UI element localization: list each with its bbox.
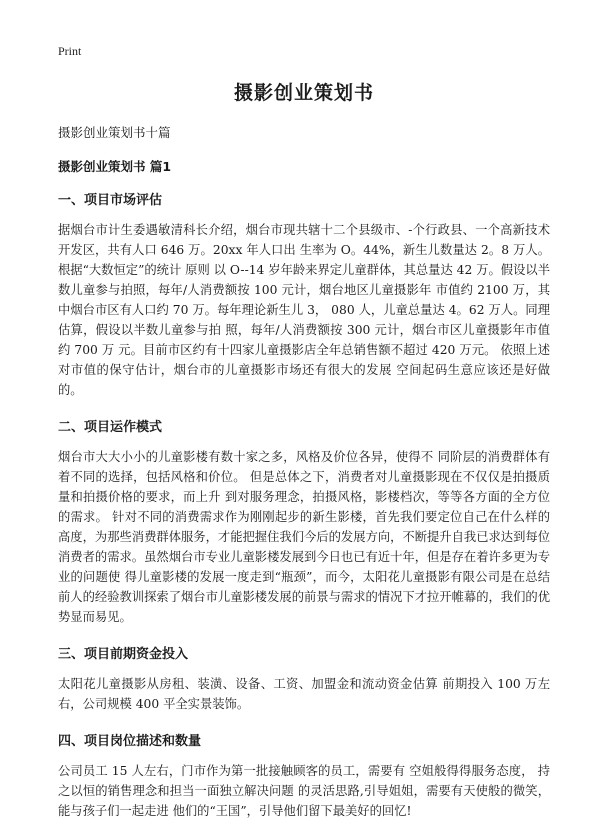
section-body-positions: 公司员工 15 人左右，门市作为第一批接触顾客的员工，需要有 空姐般得得服务态度， 持之以恒的销售理念和担当一面独立解决问题 的灵活思路,引导姐姐，需要有天使般的微笑，能与孩子们一起走进 他们的“王国”，引导他们留下最美好的回忆! [58,764,550,818]
section-heading-market: 一、项目市场评估 [58,193,163,208]
print-link[interactable]: Print [58,44,82,58]
document-subtitle: 摄影创业策划书十篇 [58,125,171,140]
section-heading-positions: 四、项目岗位描述和数量 [58,734,202,749]
section-body-funding: 太阳花儿童摄影从房租、装潢、设备、工资、加盟金和流动资金估算 前期投入 100 万左右，公司规模 400 平全实景装饰。 [58,677,550,711]
chapter-heading: 摄影创业策划书 篇1 [58,159,172,174]
document-page [58,78,550,837]
section-body-operation: 烟台市大大小小的儿童影楼有数十家之多，风格及价位各异，使得不 同阶层的消费群体有着不同的选择，包括风格和价位。 但是总体之下，消费者对儿童摄影现在不仅仅是拍摄质量和拍摄价格的要求，而上升 到对服务理念，拍摄风格，影楼档次，等等各方面的全方位的需求。 针对不同的消费需求作为刚刚起步的新生影楼，首先我们要定位自己在什么样的高度，为那些消费群体服务，才能把握住我们今后的发展方向，不断提升自我已求达到每位消费者的需求。虽然烟台市专业儿童影楼发展到今日也已有近十年，但是存在着许多更为专业的问题使 得儿童影楼的发展一度走到“瓶颈”，而今，太阳花儿童摄影有限公司是在总结前人的经验教训探索了烟台市儿童影楼发展的前景与需求的情况下才拉开帷幕的，我们的优势显而易见。 [58,450,550,624]
page-title: 摄影创业策划书 [233,82,374,104]
section-heading-funding: 三、项目前期资金投入 [58,647,189,662]
section-body-market: 据烟台市计生委遇敏清科长介绍，烟台市现共辖十二个县级市、-个行政县、一个高新技术开发区，共有人口 646 万。20xx 年人口出 生率为 O。44%，新生儿数量达 2。8 万人。根据“大数恒定”的统计 原则 以 O--14 岁年龄来界定儿童群体，其总量达 42 万。假设以半数儿童参与拍照，每年/人消费额按 100 元计，烟台地区儿童摄影年 市值约 2100 万，其中烟台市区有人口约 70 万。每年理论新生儿 3， 080 人，儿童总量达 4。62 万人。同理估算，假设以半数儿童参与拍 照，每年/人消费额按 300 元计，烟台市区儿童摄影年市值约 700 万 元。目前市区约有十四家儿童摄影店全年总销售额不超过 420 万元。 依照上述对市值的保守估计，烟台市的儿童摄影市场还有很大的发展 空间起码生意应该还是好做的。 [58,223,550,397]
section-heading-operation: 二、项目运作模式 [58,420,163,435]
